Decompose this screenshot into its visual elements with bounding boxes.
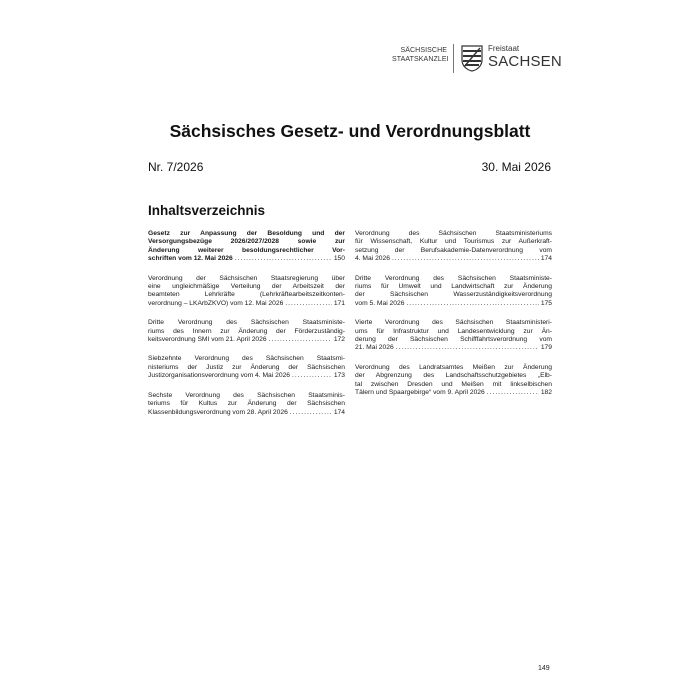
toc-entry-line: Gesetz zur Anpassung der Besoldung und der	[148, 230, 345, 237]
toc-entry-last-line	[148, 409, 345, 417]
toc-entry-last-line	[355, 389, 552, 397]
dot-leader	[392, 255, 539, 263]
toc-entry-line: ums für Infrastruktur und Landesentwicklung zur Än-	[355, 327, 552, 335]
toc-entry-line: Sechste Verordnung des Sächsischen Staatsminis-	[148, 391, 345, 399]
toc-heading: Inhaltsverzeichnis	[148, 203, 266, 218]
dot-leader	[269, 336, 332, 344]
toc-entry-line: Klassenbildungsverordnung vom 28. April 2026	[148, 408, 288, 416]
toc-entry-page: 171	[333, 299, 345, 307]
dot-leader	[290, 409, 332, 417]
toc-entry-page: 150	[333, 255, 345, 263]
page-number: 149	[538, 665, 550, 672]
toc-entry-page: 174	[540, 255, 552, 263]
toc-entry-line: beamteten Lehrkräfte (Lehrkräftearbeitszeitkonten-	[148, 291, 345, 299]
toc-entry-line: Verordnung des Sächsischen Staatsministeriums	[355, 230, 552, 237]
toc-entry-line: für Wissenschaft, Kultur und Tourismus zur Außerkraft-	[355, 238, 552, 246]
toc-entry[interactable]	[148, 319, 345, 344]
logo-left-line2: STAATSKANZLEI	[392, 56, 449, 63]
dot-leader	[285, 300, 332, 308]
toc-entry-line: Änderung weiterer besoldungsrechtlicher Vor-	[148, 246, 345, 254]
toc-entry-last-line	[148, 372, 345, 380]
toc-entry-last-line	[148, 300, 345, 308]
toc-entry-last-line	[355, 300, 552, 308]
toc-entry-page: 173	[333, 372, 345, 380]
logo-left-line1: SÄCHSISCHE	[400, 47, 447, 54]
dot-leader	[406, 300, 538, 308]
dot-leader	[396, 344, 539, 352]
toc-entry-page: 174	[333, 408, 345, 416]
toc-entry-line: eine ungleichmäßige Verteilung der Arbeitszeit der	[148, 283, 345, 291]
toc-entry[interactable]	[148, 275, 345, 309]
toc-column-right	[355, 230, 552, 409]
toc-entry-line: Versorgungsbezüge 2026/2027/2028 sowie zur	[148, 238, 345, 246]
toc-entry-page: 182	[540, 389, 552, 397]
toc-entry-line: Verordnung des Landratsamtes Meißen zur Änderung	[355, 363, 552, 371]
toc-entry-line: schriften vom 12. Mai 2026	[148, 255, 233, 263]
toc-entry-page: 172	[333, 336, 345, 344]
toc-entry-line: Siebzehnte Verordnung des Sächsischen Staatsmi-	[148, 355, 345, 363]
toc-entry-line: Verordnung der Sächsischen Staatsregierung über	[148, 274, 345, 282]
toc-entry[interactable]	[355, 230, 552, 264]
toc-entry-line: Dritte Verordnung des Sächsischen Staatsministe-	[355, 274, 552, 282]
toc-entry-line: 4. Mai 2026	[355, 255, 390, 263]
toc-entry-page: 179	[540, 344, 552, 352]
toc-entry-line: der Sächsischen Wasserzuständigkeitsverordnung	[355, 291, 552, 299]
toc-entry[interactable]	[148, 392, 345, 417]
issue-number: Nr. 7/2026	[148, 160, 204, 174]
toc-entry[interactable]	[355, 364, 552, 398]
toc-entry-line: Dritte Verordnung des Sächsischen Staatsministe-	[148, 319, 345, 327]
toc-entry-line: der Abgrenzung des Landschaftsschutzgebietes „Elb-	[355, 372, 552, 380]
toc-entry-line: derung der Sächsischen Schifffahrtsverordnung vom	[355, 336, 552, 344]
toc-entry-last-line	[148, 336, 345, 344]
toc-entry-line: 21. Mai 2026	[355, 344, 394, 352]
toc-entry-line: tal zwischen Dresden und Meißen mit linkselbischen	[355, 380, 552, 388]
toc-entry-line: teriums für Kultus zur Änderung der Sächsischen	[148, 400, 345, 408]
toc-entry-page: 175	[540, 299, 552, 307]
toc-entry-line: nisteriums der Justiz zur Änderung der Sächsischen	[148, 363, 345, 371]
dot-leader	[292, 372, 332, 380]
dot-leader	[235, 255, 332, 263]
toc-entry-line: riums des Innern zur Änderung der Förderzuständig-	[148, 327, 345, 335]
toc-entry[interactable]	[355, 275, 552, 309]
issue-date: 30. Mai 2026	[481, 160, 551, 174]
toc-entry-line: Tälern und Spaargebirge“ vom 9. April 2026	[355, 389, 485, 397]
toc-entry-line: vom 5. Mai 2026	[355, 299, 405, 307]
toc-entry-line: Justizorganisationsverordnung vom 4. Mai 2026	[148, 372, 291, 380]
toc-entry-line: Vierte Verordnung des Sächsischen Staatsministeri-	[355, 319, 552, 327]
toc-entry-last-line	[355, 344, 552, 352]
toc-entry-line: riums für Umwelt und Landwirtschaft zur Änderung	[355, 283, 552, 291]
dot-leader	[487, 389, 539, 397]
logo-right-big: SACHSEN	[488, 53, 562, 70]
toc-entry[interactable]	[148, 355, 345, 380]
saxony-crest-icon	[461, 45, 483, 72]
sachsische-staatskanzlei-logo	[392, 46, 447, 64]
toc-entry[interactable]	[148, 230, 345, 264]
page-title: Sächsisches Gesetz- und Verordnungsblatt	[169, 121, 531, 141]
toc-entry-line: setzung der Berufsakademie-Datenverordnung vom	[355, 246, 552, 254]
toc-column-left	[148, 230, 345, 428]
toc-entry-line: verordnung – LKArbZKVO) vom 12. Mai 2026	[148, 299, 284, 307]
toc-entry-last-line	[355, 255, 552, 263]
toc-entry[interactable]	[355, 319, 552, 353]
logo-right-small: Freistaat	[488, 44, 520, 53]
freistaat-sachsen-logo	[488, 44, 562, 70]
toc-entry-line: keitsverordnung SMI vom 21. April 2026	[148, 336, 267, 344]
toc-entry-last-line	[148, 255, 345, 263]
logo-divider	[453, 44, 454, 73]
